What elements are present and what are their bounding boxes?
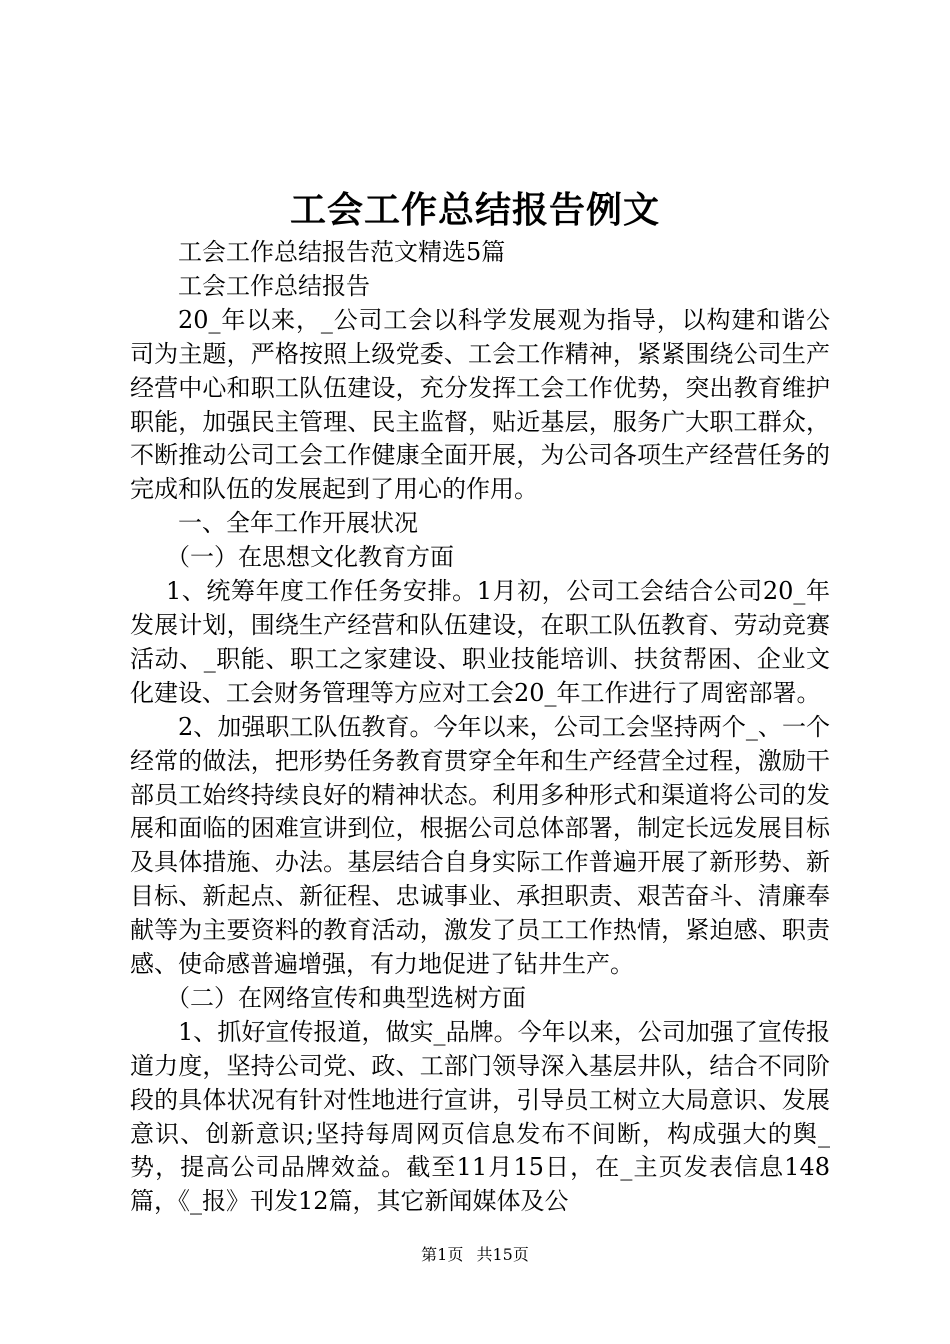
page-number: 第1页 <box>421 1245 464 1264</box>
paragraph-item-1: 1、统筹年度工作任务安排。1月初，公司工会结合公司20_年发展计划，围绕生产经营和队伍建设，在职工队伍教育、劳动竞赛活动、_职能、职工之家建设、职业技能培训、扶贫帮困、企业文化建设、工会财务管理等方应对工会20_年工作进行了周密部署。 <box>130 577 830 707</box>
section-heading-1: 一、全年工作开展状况 <box>178 509 418 538</box>
subsection-heading-2: （二）在网络宣传和典型选树方面 <box>166 983 526 1012</box>
paragraph-heading: 工会工作总结报告 <box>178 271 370 300</box>
subsection-heading-1: （一）在思想文化教育方面 <box>166 543 454 572</box>
document-body <box>130 236 830 1219</box>
paragraph-intro: 20_年以来，_公司工会以科学发展观为指导，以构建和谐公司为主题，严格按照上级党委、工会工作精神，紧紧围绕公司生产经营中心和职工队伍建设，充分发挥工会工作优势，突出教育维护职能，加强民主管理、民主监督，贴近基层，服务广大职工群众，不断推动公司工会工作健康全面开展，为公司各项生产经营任务的完成和队伍的发展起到了用心的作用。 <box>130 305 830 504</box>
paragraph-item-3: 1、抓好宣传报道，做实_品牌。今年以来，公司加强了宣传报道力度，坚持公司党、政、工部门领导深入基层井队，结合不同阶段的具体状况有针对性地进行宣讲，引导员工树立大局意识、发展意识、创新意识;坚持每周网页信息发布不间断，构成强大的舆_势，提高公司品牌效益。截至11月15日，在_主页发表信息148篇，《_报》刊发12篇，其它新闻媒体及公 <box>130 1017 830 1216</box>
paragraph-item-2: 2、加强职工队伍教育。今年以来，公司工会坚持两个_、一个经常的做法，把形势任务教育贯穿全年和生产经营全过程，激励干部员工始终持续良好的精神状态。利用多种形式和渠道将公司的发展和面临的困难宣讲到位，根据公司总体部署，制定长远发展目标及具体措施、办法。基层结合自身实际工作普遍开展了新形势、新目标、新起点、新征程、忠诚事业、承担职责、艰苦奋斗、清廉奉献等为主要资料的教育活动，激发了员工工作热情，紧迫感、职责感、使命感普遍增强，有力地促进了钻井生产。 <box>130 712 830 979</box>
document-title: 工会工作总结报告例文 <box>289 189 660 231</box>
paragraph-subtitle: 工会工作总结报告范文精选5篇 <box>178 238 506 266</box>
page-total: 共15页 <box>476 1245 529 1264</box>
page-footer <box>0 1244 950 1266</box>
